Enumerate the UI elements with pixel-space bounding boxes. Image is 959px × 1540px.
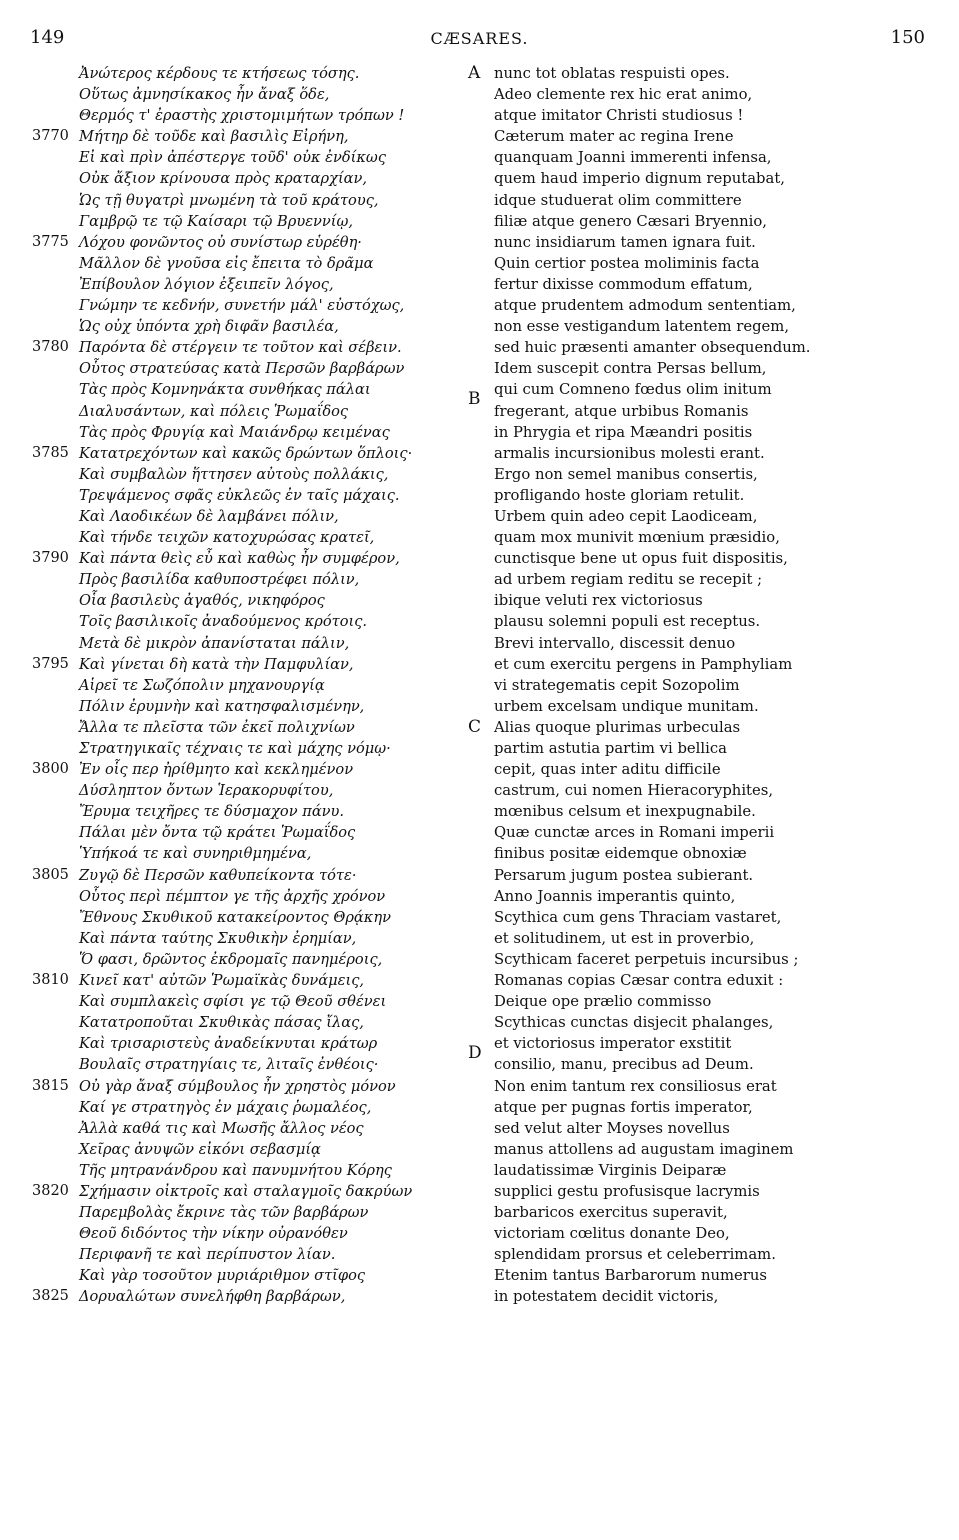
- latin-translation-text: manus attollens ad augustam imaginem: [494, 1140, 794, 1158]
- greek-verse-text: Καὶ γὰρ τοσοῦτον μυριάριθμον στῖφος: [79, 1267, 366, 1285]
- greek-verse-text: Ἔθνους Σκυθικοῦ κατακείροντος Θρᾴκην: [79, 908, 391, 926]
- latin-translation-text: ad urbem regiam reditu se recepit ;: [494, 571, 763, 589]
- greek-verse-text: Ὡς οὐχ ὑπόντα χρὴ διφᾶν βασιλέα,: [79, 318, 339, 336]
- latin-translation-text: fregerant, atque urbibus Romanis: [494, 402, 749, 420]
- latin-translation-text: atque prudentem admodum sententiam,: [494, 297, 796, 315]
- latin-translation-text: Quæ cunctæ arces in Romani imperii: [494, 824, 775, 842]
- latin-translation-line: [468, 1265, 938, 1286]
- latin-translation-text: partim astutia partim vi bellica: [494, 740, 727, 757]
- latin-translation-line: [468, 506, 938, 527]
- latin-translation-text: ibique veluti rex victoriosus: [494, 592, 703, 610]
- latin-translation-line: [468, 168, 938, 189]
- latin-translation-line: [468, 886, 938, 907]
- greek-verse-text: Δορυαλώτων συνελήφθη βαρβάρων,: [79, 1288, 346, 1306]
- greek-verse-text: Ἔρυμα τειχῆρες τε δύσμαχον πάνυ.: [79, 803, 345, 821]
- latin-translation-text: filiæ atque genero Cæsari Bryennio,: [494, 212, 767, 230]
- greek-verse-text: Δύσληπτον ὄντων Ἱερακορυφίτου,: [79, 782, 334, 800]
- greek-verse-text: Στρατηγικαῖς τέχναις τε καὶ μάχης νόμῳ·: [79, 740, 391, 757]
- greek-verse-line: [32, 126, 452, 147]
- latin-translation-line: [468, 84, 938, 105]
- latin-translation-line: [468, 548, 938, 569]
- greek-verse-line: [32, 1181, 452, 1202]
- latin-translation-text: Scythicas cunctas disjecit phalanges,: [494, 1014, 774, 1032]
- latin-translation-text: Alias quoque plurimas urbeculas: [494, 718, 741, 736]
- latin-translation-line: [468, 126, 938, 147]
- latin-translation-line: [468, 401, 938, 422]
- greek-verse-text: Πρὸς βασιλίδα καθυποστρέφει πόλιν,: [79, 571, 360, 589]
- greek-verse-text: Ἐπίβουλον λόγιον ἐξειπεῖν λόγος,: [79, 275, 334, 293]
- latin-translation-line: [468, 675, 938, 696]
- latin-translation-line: [468, 1286, 938, 1307]
- greek-verse-text: Θεοῦ διδόντος τὴν νίκην οὐρανόθεν: [79, 1225, 348, 1243]
- latin-translation-line: [468, 1097, 938, 1118]
- latin-translation-text: castrum, cui nomen Hieracoryphites,: [494, 782, 774, 800]
- latin-translation-line: [468, 569, 938, 590]
- latin-translation-text: urbem excelsam undique munitam.: [494, 697, 759, 715]
- greek-verse-line: [32, 843, 452, 864]
- latin-translation-line: [468, 274, 938, 295]
- latin-translation-line: [468, 1139, 938, 1160]
- greek-verse-text: Σχήμασιν οἰκτροῖς καὶ σταλαγμοῖς δακρύων: [79, 1182, 413, 1200]
- page-number-right: 150: [890, 27, 925, 48]
- greek-verse-line: [32, 633, 452, 654]
- greek-verse-text: Καὶ συμβαλὼν ἥττησεν αὐτοὺς πολλάκις,: [79, 465, 389, 483]
- greek-verse-line: [32, 211, 452, 232]
- greek-verse-line: [32, 717, 452, 738]
- latin-translation-line: [468, 865, 938, 886]
- verse-number: 3825: [32, 1288, 69, 1305]
- greek-verse-text: Οἷα βασιλεὺς ἀγαθός, νικηφόρος: [79, 592, 325, 610]
- greek-verse-text: Καὶ συμπλακεὶς σφίσι γε τῷ Θεοῦ σθένει: [79, 993, 387, 1011]
- verse-number: 3795: [32, 655, 69, 672]
- greek-verse-line: [32, 1118, 452, 1139]
- latin-translation-line: [468, 295, 938, 316]
- latin-translation-line: [468, 590, 938, 611]
- greek-verse-line: [32, 1223, 452, 1244]
- greek-verse-line: [32, 443, 452, 464]
- greek-verse-line: [32, 696, 452, 717]
- latin-translation-line: [468, 105, 938, 126]
- latin-translation-line: [468, 1244, 938, 1265]
- greek-verse-text: Γαμβρῷ τε τῷ Καίσαρι τῷ Βρυεννίῳ,: [79, 212, 354, 230]
- latin-translation-line: [468, 822, 938, 843]
- greek-verse-line: [32, 654, 452, 675]
- latin-translation-line: [468, 780, 938, 801]
- greek-verse-text: Γνώμην τε κεδνήν, συνετήν μάλ' εὐστόχως,: [79, 297, 405, 315]
- greek-verse-line: [32, 485, 452, 506]
- latin-translation-line: [468, 738, 938, 759]
- latin-translation-text: Etenim tantus Barbarorum numerus: [494, 1267, 767, 1285]
- latin-translation-line: [468, 337, 938, 358]
- latin-translation-text: atque imitator Christi studiosus !: [494, 107, 744, 125]
- latin-translation-text: finibus positæ eidemque obnoxiæ: [494, 845, 747, 863]
- greek-verse-text: Ἄλλα τε πλεῖστα τῶν ἐκεῖ πολιχνίων: [79, 718, 355, 736]
- latin-translation-text: sed velut alter Moyses novellus: [494, 1119, 730, 1137]
- greek-verse-line: [32, 358, 452, 379]
- greek-verse-line: [32, 464, 452, 485]
- greek-verse-text: Ὑπήκοά τε καὶ συνηριθμημένα,: [79, 845, 312, 863]
- latin-translation-line: [468, 485, 938, 506]
- latin-translation-text: fertur dixisse commodum effatum,: [494, 275, 753, 293]
- latin-translation-line: [468, 358, 938, 379]
- greek-verse-line: [32, 991, 452, 1012]
- verse-number: 3820: [32, 1182, 69, 1199]
- greek-verse-line: [32, 801, 452, 822]
- greek-verse-text: Τὰς πρὸς Φρυγίᾳ καὶ Μαιάνδρῳ κειμένας: [79, 423, 390, 441]
- greek-verse-text: Οὗτος στρατεύσας κατὰ Περσῶν βαρβάρων: [79, 360, 405, 378]
- greek-verse-line: [32, 569, 452, 590]
- greek-verse-line: [32, 949, 452, 970]
- greek-verse-line: [32, 232, 452, 253]
- latin-translation-line: [468, 211, 938, 232]
- latin-translation-line: [468, 717, 938, 738]
- latin-translation-text: quam mox munivit mœnium præsidio,: [494, 529, 780, 547]
- latin-translation-line: [468, 1202, 938, 1223]
- greek-verse-line: [32, 295, 452, 316]
- latin-translation-line: [468, 190, 938, 211]
- latin-translation-line: [468, 1160, 938, 1181]
- latin-translation-line: [468, 928, 938, 949]
- greek-verse-text: Ὅ φασι, δρῶντος ἐκδρομαῖς πανημέροις,: [79, 950, 383, 968]
- greek-verse-line: [32, 780, 452, 801]
- greek-verse-line: [32, 379, 452, 400]
- latin-translation-line: [468, 1054, 938, 1075]
- greek-verse-text: Βουλαῖς στρατηγίαις τε, λιταῖς ἐνθέοις·: [79, 1056, 379, 1074]
- latin-translation-text: quanquam Joanni immerenti infensa,: [494, 149, 772, 167]
- latin-translation-line: [468, 253, 938, 274]
- greek-verse-line: [32, 907, 452, 928]
- latin-translation-text: victoriam cœlitus donante Deo,: [494, 1225, 730, 1243]
- latin-translation-text: Cæterum mater ac regina Irene: [494, 128, 734, 146]
- verse-number: 3770: [32, 128, 69, 145]
- latin-translation-text: Urbem quin adeo cepit Laodiceam,: [494, 507, 758, 525]
- greek-text-column: [32, 63, 452, 1308]
- greek-verse-line: [32, 675, 452, 696]
- greek-verse-line: [32, 1033, 452, 1054]
- latin-translation-line: [468, 611, 938, 632]
- page-number-left: 149: [30, 27, 65, 48]
- greek-verse-text: Ἀνώτερος κέρδους τε κτήσεως τόσης.: [79, 65, 360, 82]
- greek-verse-text: Λόχου φονῶντος οὐ συνίστωρ εὑρέθη·: [79, 233, 362, 251]
- greek-verse-text: Οὐ γὰρ ἄναξ σύμβουλος ἦν χρηστὸς μόνον: [79, 1077, 396, 1095]
- latin-translation-line: [468, 696, 938, 717]
- latin-text-column: [468, 63, 938, 1308]
- page-header: [0, 27, 959, 53]
- greek-verse-line: [32, 422, 452, 443]
- greek-verse-text: Ζυγῷ δὲ Περσῶν καθυπείκοντα τότε·: [79, 866, 357, 884]
- greek-verse-line: [32, 253, 452, 274]
- latin-translation-text: Ergo non semel manibus consertis,: [494, 465, 758, 483]
- greek-verse-text: Μήτηρ δὲ τοῦδε καὶ βασιλὶς Εἰρήνη,: [79, 128, 349, 146]
- greek-verse-line: [32, 1244, 452, 1265]
- greek-verse-text: Κατατροποῦται Σκυθικὰς πάσας ἴλας,: [79, 1014, 364, 1032]
- latin-translation-text: laudatissimæ Virginis Deiparæ: [494, 1161, 727, 1179]
- greek-verse-text: Καὶ Λαοδικέων δὲ λαμβάνει πόλιν,: [79, 507, 339, 525]
- latin-translation-text: Quin certior postea moliminis facta: [494, 254, 760, 272]
- latin-translation-text: nunc tot oblatas respuisti opes.: [494, 65, 730, 82]
- latin-translation-line: [468, 970, 938, 991]
- latin-translation-text: barbaricos exercitus superavit,: [494, 1204, 728, 1222]
- latin-translation-line: [468, 443, 938, 464]
- greek-verse-text: Παρόντα δὲ στέργειν τε τοῦτον καὶ σέβειν.: [79, 339, 402, 357]
- latin-translation-line: [468, 527, 938, 548]
- greek-verse-line: [32, 1265, 452, 1286]
- greek-verse-line: [32, 590, 452, 611]
- latin-translation-line: [468, 316, 938, 337]
- latin-translation-text: consilio, manu, precibus ad Deum.: [494, 1056, 754, 1074]
- greek-verse-line: [32, 1097, 452, 1118]
- greek-verse-text: Ὡς τῇ θυγατρὶ μνωμένη τὰ τοῦ κράτους,: [79, 191, 379, 209]
- greek-verse-line: [32, 401, 452, 422]
- verse-number: 3790: [32, 550, 69, 567]
- greek-verse-text: Πόλιν ἐρυμνὴν καὶ κατησφαλισμένην,: [79, 697, 365, 715]
- greek-verse-line: [32, 1286, 452, 1307]
- greek-verse-text: Τρεψάμενος σφᾶς εὐκλεῶς ἐν ταῖς μάχαις.: [79, 486, 400, 504]
- latin-translation-line: [468, 633, 938, 654]
- greek-verse-text: Χεῖρας ἀνυψῶν εἰκόνι σεβασμίᾳ: [79, 1140, 321, 1158]
- latin-translation-text: sed huic præsenti amanter obsequendum.: [494, 339, 811, 357]
- latin-translation-text: Romanas copias Cæsar contra eduxit :: [494, 972, 784, 990]
- greek-verse-line: [32, 1160, 452, 1181]
- greek-verse-line: [32, 105, 452, 126]
- greek-verse-line: [32, 527, 452, 548]
- latin-translation-text: mœnibus celsum et inexpugnabile.: [494, 803, 756, 821]
- latin-translation-text: idque studuerat olim committere: [494, 191, 742, 209]
- latin-translation-text: Scythica cum gens Thraciam vastaret,: [494, 908, 782, 926]
- latin-translation-line: [468, 843, 938, 864]
- verse-number: 3810: [32, 972, 69, 989]
- latin-translation-text: et victoriosus imperator exstitit: [494, 1035, 732, 1053]
- verse-number: 3800: [32, 761, 69, 778]
- latin-translation-text: et solitudinem, ut est in proverbio,: [494, 929, 755, 947]
- greek-verse-text: Οὐκ ἄξιον κρίνουσα πρὸς κραταρχίαν,: [79, 170, 368, 188]
- greek-verse-line: [32, 738, 452, 759]
- latin-translation-text: Brevi intervallo, discessit denuo: [494, 634, 736, 652]
- verse-number: 3815: [32, 1077, 69, 1094]
- latin-translation-line: [468, 991, 938, 1012]
- latin-translation-line: [468, 232, 938, 253]
- latin-translation-line: [468, 949, 938, 970]
- greek-verse-text: Διαλυσάντων, καὶ πόλεις Ῥωμαΐδος: [79, 402, 349, 420]
- latin-translation-line: [468, 63, 938, 84]
- latin-translation-line: [468, 379, 938, 410]
- latin-translation-line: [468, 1076, 938, 1097]
- greek-verse-line: [32, 506, 452, 527]
- latin-translation-text: quem haud imperio dignum reputabat,: [494, 170, 785, 188]
- greek-verse-line: [32, 63, 452, 84]
- greek-verse-text: Αἱρεῖ τε Σωζόπολιν μηχανουργίᾳ: [79, 676, 325, 694]
- latin-translation-text: et cum exercitu pergens in Pamphyliam: [494, 655, 793, 673]
- latin-translation-line: [468, 1033, 938, 1064]
- greek-verse-text: Καὶ πάντα ταύτης Σκυθικὴν ἐρημίαν,: [79, 929, 357, 947]
- greek-verse-line: [32, 865, 452, 886]
- greek-verse-text: Μᾶλλον δὲ γνοῦσα εἰς ἔπειτα τὸ δρᾶμα: [79, 254, 374, 272]
- greek-verse-text: Ἐν οἷς περ ἠρίθμητο καὶ κεκλημένον: [79, 761, 354, 779]
- latin-translation-text: plausu solemni populi est receptus.: [494, 613, 761, 631]
- greek-verse-line: [32, 337, 452, 358]
- greek-verse-text: Καὶ τρισαριστεὺς ἀναδείκνυται κράτωρ: [79, 1035, 378, 1053]
- section-marker: C: [468, 716, 482, 737]
- greek-verse-line: [32, 886, 452, 907]
- greek-verse-text: Παρεμβολὰς ἔκρινε τὰς τῶν βαρβάρων: [79, 1204, 369, 1222]
- greek-verse-line: [32, 928, 452, 949]
- greek-verse-text: Κινεῖ κατ' αὐτῶν Ῥωμαϊκὰς δυνάμεις,: [79, 972, 365, 990]
- latin-translation-text: splendidam prorsus et celeberrimam.: [494, 1246, 776, 1264]
- greek-verse-text: Οὕτως ἀμνησίκακος ἦν ἄναξ ὅδε,: [79, 86, 330, 104]
- greek-verse-line: [32, 84, 452, 105]
- greek-verse-line: [32, 1012, 452, 1033]
- greek-verse-line: [32, 970, 452, 991]
- verse-number: 3805: [32, 866, 69, 883]
- latin-translation-text: cunctisque bene ut opus fuit dispositis,: [494, 550, 788, 568]
- greek-verse-line: [32, 1202, 452, 1223]
- latin-translation-line: [468, 464, 938, 485]
- latin-translation-text: supplici gestu profusisque lacrymis: [494, 1182, 760, 1200]
- greek-verse-line: [32, 611, 452, 632]
- latin-translation-text: Scythicam faceret perpetuis incursibus ;: [494, 950, 799, 968]
- latin-translation-text: qui cum Comneno fœdus olim initum: [494, 381, 772, 399]
- latin-translation-text: in Phrygia et ripa Mæandri positis: [494, 423, 753, 441]
- greek-verse-text: Οὗτος περὶ πέμπτον γε τῆς ἀρχῆς χρόνον: [79, 887, 386, 905]
- running-title: CÆSARES.: [430, 29, 529, 48]
- latin-translation-line: [468, 1118, 938, 1139]
- latin-translation-line: [468, 1223, 938, 1244]
- latin-translation-text: atque per pugnas fortis imperator,: [494, 1098, 753, 1116]
- greek-verse-text: Κατατρεχόντων καὶ κακῶς δρώντων ὅπλοις·: [79, 444, 413, 462]
- latin-translation-line: [468, 759, 938, 780]
- latin-translation-line: [468, 907, 938, 928]
- greek-verse-text: Πάλαι μὲν ὄντα τῷ κράτει Ῥωμαΐδος: [79, 824, 356, 842]
- greek-verse-line: [32, 274, 452, 295]
- latin-translation-line: [468, 1012, 938, 1033]
- greek-verse-line: [32, 1076, 452, 1097]
- greek-verse-text: Καὶ πάντα θεὶς εὖ καὶ καθὼς ἦν συμφέρον,: [79, 550, 400, 568]
- greek-verse-line: [32, 759, 452, 780]
- latin-translation-text: Idem suscepit contra Persas bellum,: [494, 360, 767, 378]
- latin-translation-text: armalis incursionibus molesti erant.: [494, 444, 765, 462]
- latin-translation-line: [468, 1181, 938, 1202]
- latin-translation-text: Non enim tantum rex consiliosus erat: [494, 1077, 777, 1095]
- verse-number: 3775: [32, 233, 69, 250]
- latin-translation-line: [468, 801, 938, 822]
- greek-verse-text: Καὶ γίνεται δὴ κατὰ τὴν Παμφυλίαν,: [79, 655, 354, 673]
- section-marker: B: [468, 389, 481, 410]
- latin-translation-text: in potestatem decidit victoris,: [494, 1288, 719, 1306]
- latin-translation-text: Deique ope prælio commisso: [494, 993, 712, 1011]
- greek-verse-line: [32, 822, 452, 843]
- latin-translation-text: Adeo clemente rex hic erat animo,: [494, 86, 753, 104]
- greek-verse-text: Τῆς μητρανάνδρου καὶ πανυμνήτου Κόρης: [79, 1161, 392, 1179]
- greek-verse-text: Μετὰ δὲ μικρὸν ἀπανίσταται πάλιν,: [79, 634, 350, 652]
- greek-verse-line: [32, 1054, 452, 1075]
- section-marker: D: [468, 1043, 482, 1064]
- greek-verse-line: [32, 1139, 452, 1160]
- greek-verse-line: [32, 190, 452, 211]
- greek-verse-text: Καὶ τήνδε τειχῶν κατοχυρώσας κρατεῖ,: [79, 529, 375, 547]
- greek-verse-text: Τοῖς βασιλικοῖς ἀναδούμενος κρότοις.: [79, 613, 368, 631]
- latin-translation-text: nunc insidiarum tamen ignara fuit.: [494, 233, 756, 251]
- latin-translation-text: cepit, quas inter aditu difficile: [494, 761, 721, 779]
- greek-verse-line: [32, 548, 452, 569]
- latin-translation-text: Anno Joannis imperantis quinto,: [494, 887, 736, 905]
- section-marker: A: [468, 63, 481, 83]
- greek-verse-text: Περιφανῆ τε καὶ περίπυστον λίαν.: [79, 1246, 336, 1264]
- latin-translation-text: vi strategematis cepit Sozopolim: [494, 676, 740, 694]
- greek-verse-line: [32, 147, 452, 168]
- verse-number: 3785: [32, 444, 69, 461]
- latin-translation-text: profligando hoste gloriam retulit.: [494, 486, 745, 504]
- latin-translation-line: [468, 147, 938, 168]
- greek-verse-text: Θερμός τ' ἐραστὴς χριστομιμήτων τρόπων !: [79, 107, 405, 125]
- greek-verse-text: Καί γε στρατηγὸς ἐν μάχαις ῥωμαλέος,: [79, 1098, 372, 1116]
- verse-number: 3780: [32, 339, 69, 356]
- latin-translation-line: [468, 422, 938, 443]
- greek-verse-line: [32, 316, 452, 337]
- latin-translation-line: [468, 654, 938, 675]
- greek-verse-line: [32, 168, 452, 189]
- latin-translation-text: Persarum jugum postea subierant.: [494, 866, 754, 884]
- greek-verse-text: Ἀλλὰ καθά τις καὶ Μωσῆς ἄλλος νέος: [79, 1119, 364, 1137]
- greek-verse-text: Τὰς πρὸς Κομνηνάκτα συνθήκας πάλαι: [79, 381, 371, 399]
- greek-verse-text: Εἰ καὶ πρὶν ἀπέστεργε τοῦδ' οὐκ ἐνδίκως: [79, 149, 387, 167]
- latin-translation-text: non esse vestigandum latentem regem,: [494, 318, 790, 336]
